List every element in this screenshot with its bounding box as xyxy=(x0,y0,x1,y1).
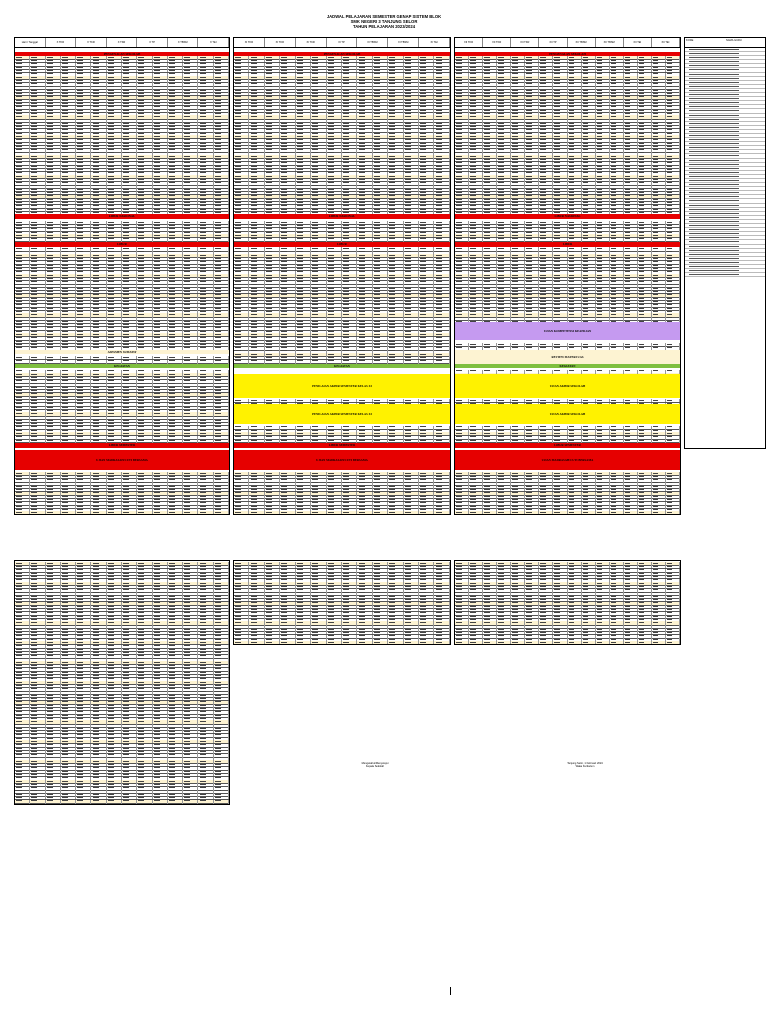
band-label: LIBUR SEMESTER xyxy=(15,443,229,448)
band-label: LIBUR NASIONAL xyxy=(234,214,450,219)
band-label: ASESMEN SUMATIF xyxy=(15,350,229,354)
sheet-header xyxy=(15,38,229,48)
schedule-sheet-xi-continued xyxy=(233,560,451,645)
header-cell: Hari / Tanggal xyxy=(15,38,46,47)
header-cell: XII TBSM xyxy=(596,38,624,47)
header-cell: XI TBSM xyxy=(388,38,419,47)
document-title-line-3: TAHUN PELAJARAN 2023/2024 xyxy=(352,24,416,29)
header-cell: XI TKR xyxy=(234,38,265,47)
signature-line: Mengetahui/Menyetujui xyxy=(361,762,389,765)
schedule-sheet-xii-continued xyxy=(454,560,681,645)
band-label: LIBUR SEMESTER xyxy=(455,443,680,448)
band-label: UJIAN MADRASAH/CUTI BERSAMA xyxy=(234,450,450,470)
band-label: LIBUR NASIONAL xyxy=(455,214,680,219)
header-cell: XI TKR xyxy=(296,38,327,47)
header-cell: XII TKR xyxy=(483,38,511,47)
header-cell: X TKR xyxy=(76,38,107,47)
signature-block-left xyxy=(330,762,420,769)
schedule-sheet-xi xyxy=(233,37,451,515)
signature-role: Kepala Sekolah xyxy=(365,765,385,769)
header-cell: XI TP xyxy=(327,38,358,47)
header-cell: XI TEI xyxy=(419,38,450,47)
sheet-header xyxy=(234,38,450,48)
teacher-code-list xyxy=(684,37,766,449)
schedule-sheet-x-continued xyxy=(14,560,230,805)
header-cell: XII TKR xyxy=(455,38,483,47)
band-label: LIBUR SEMESTER xyxy=(234,443,450,448)
header-cell: XII TP xyxy=(539,38,567,47)
schedule-row xyxy=(15,511,229,515)
band-label: UJIAN AKHIR SEKOLAH xyxy=(455,404,680,424)
header-cell: XII TEI xyxy=(624,38,652,47)
teacher-rows xyxy=(685,48,765,277)
band-label: LIBUR xyxy=(234,242,450,247)
header-name: NAMA GURU xyxy=(726,39,742,42)
page-marker xyxy=(450,987,451,995)
header-cell: X TKR xyxy=(46,38,77,47)
sheet-header xyxy=(455,38,680,48)
band-label: LIBUR xyxy=(15,242,229,247)
header-cell: XII TKR xyxy=(511,38,539,47)
schedule-row xyxy=(455,641,680,645)
signature-role: Waka Kurikulum xyxy=(575,765,595,769)
header-cell: X TP xyxy=(137,38,168,47)
header-cell: X TEI xyxy=(198,38,229,47)
document-title-line-2: SMK NEGERI 3 TANJUNG SELOR xyxy=(350,19,418,24)
document-title-line-1: JADWAL PELAJARAN SEMESTER GENAP SISTEM BLOK xyxy=(326,14,442,19)
band-label: PENGENALAN SEKOLAH xyxy=(234,52,450,56)
band-label: UJIAN KOMPETENSI KEAHLIAN xyxy=(455,322,680,340)
schedule-row xyxy=(15,803,229,805)
signature-line: Tanjung Selor, 1 Februari 2024 xyxy=(567,762,603,765)
header-code: KODE xyxy=(686,39,694,42)
header-cell: XII TBSM xyxy=(568,38,596,47)
header-cell: X TBSM xyxy=(168,38,199,47)
schedule-row xyxy=(234,511,450,515)
band-label: PENGENALAN SEKOLAH xyxy=(455,52,680,56)
band-label: KEGIATAN xyxy=(234,364,450,368)
header-cell: X TKR xyxy=(107,38,138,47)
band-label: PENGENALAN SEKOLAH xyxy=(15,52,229,56)
band-label: UJIAN MADRASAH/CUTI BERSAMA xyxy=(15,450,229,470)
band-label: REVIEW MATERI UAS xyxy=(455,350,680,364)
band-label: UJIAN AKHIR SEKOLAH xyxy=(455,374,680,398)
header-cell: XI TBSM xyxy=(357,38,388,47)
header-cell: XI TKR xyxy=(265,38,296,47)
schedule-sheet-x xyxy=(14,37,230,515)
band-label: LIBUR NASIONAL xyxy=(15,214,229,219)
band-label: PENILAIAN AKHIR SEMESTER KELAS XI xyxy=(234,374,450,398)
band-label: KEGIATAN xyxy=(15,364,229,368)
signature-block-right xyxy=(540,762,630,769)
teacher-list-header xyxy=(685,38,765,48)
schedule-row xyxy=(234,641,450,645)
band-label: KEGIATAN xyxy=(455,364,680,368)
schedule-sheet-xii xyxy=(454,37,681,515)
teacher-row xyxy=(685,273,765,277)
header-cell: XII TEI xyxy=(652,38,680,47)
schedule-row xyxy=(455,511,680,515)
band-label: PENILAIAN AKHIR SEMESTER KELAS XI xyxy=(234,404,450,424)
band-label: UJIAN MADRASAH/CUTI BERSAMA xyxy=(455,450,680,470)
band-label: LIBUR xyxy=(455,242,680,247)
